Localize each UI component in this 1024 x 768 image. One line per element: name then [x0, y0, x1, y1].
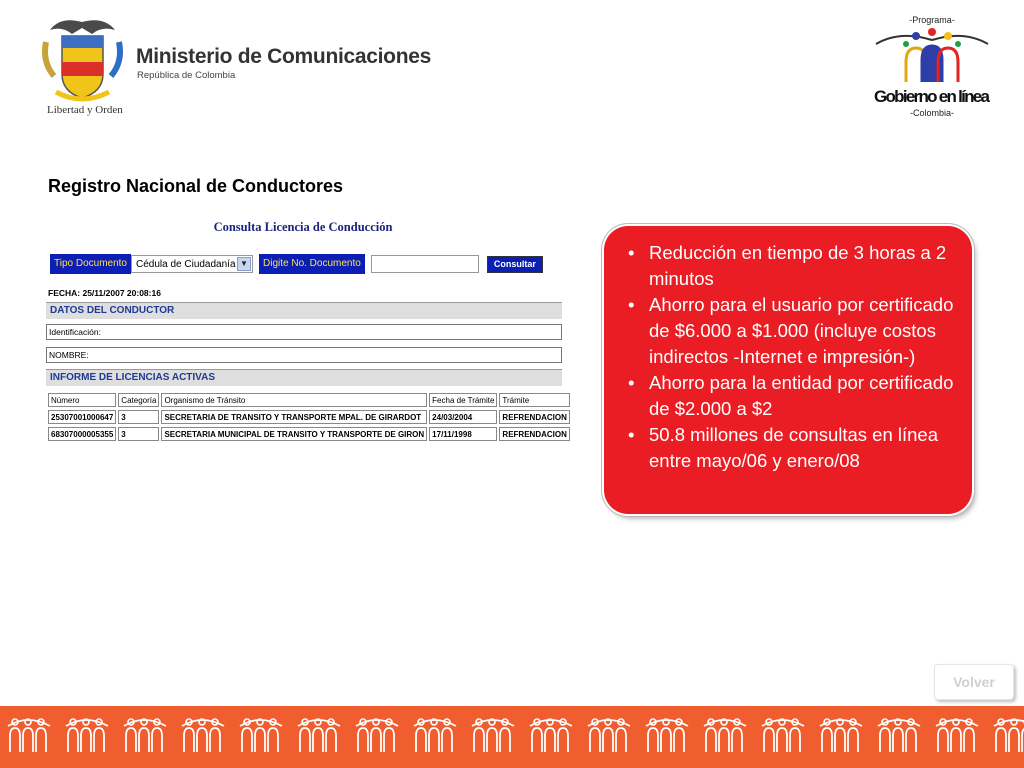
table-row: [48, 427, 570, 441]
benefit-item: [628, 422, 968, 474]
benefit-text: Ahorro para la entidad por certificado de $2.000 a $2: [649, 372, 954, 419]
volver-button[interactable]: Volver: [934, 664, 1014, 700]
benefits-list: [628, 240, 968, 474]
bullet-icon: •: [628, 424, 635, 445]
col-header: Número: [48, 393, 116, 407]
cell-numero: 25307001000647: [48, 410, 116, 424]
ministry-subtitle: República de Colombia: [137, 70, 236, 81]
benefit-text: Reducción en tiempo de 3 horas a 2 minutos: [649, 242, 947, 289]
bullet-icon: •: [628, 294, 635, 315]
cell-organismo: SECRETARIA MUNICIPAL DE TRANSITO Y TRANSPORTE DE GIRON: [161, 427, 427, 441]
table-row: [48, 410, 570, 424]
informe-licencias-header: INFORME DE LICENCIAS ACTIVAS: [46, 369, 562, 386]
people-pattern-icon: [0, 706, 1024, 768]
decorative-people-band: [0, 706, 1024, 768]
bullet-icon: •: [628, 242, 635, 263]
tipo-documento-select[interactable]: [131, 255, 253, 273]
chevron-down-icon[interactable]: ▼: [237, 257, 251, 271]
section-title: Registro Nacional de Conductores: [48, 176, 344, 196]
cell-fecha: 24/03/2004: [429, 410, 497, 424]
col-header: Categoría: [118, 393, 159, 407]
gel-bottom-text: -Colombia-: [909, 108, 955, 118]
licencias-table: [46, 390, 572, 444]
cell-organismo: SECRETARIA DE TRANSITO Y TRANSPORTE MPAL. DE GIRARDOT: [161, 410, 427, 424]
bullet-icon: •: [628, 372, 635, 393]
benefit-item: [628, 370, 968, 422]
tipo-documento-value: Cédula de Ciudadanía: [136, 258, 236, 270]
gobierno-en-linea-logo: [870, 10, 994, 122]
cell-categoria: 3: [118, 427, 159, 441]
license-query-screenshot: [44, 216, 567, 451]
ministry-title: Ministerio de Comunicaciones: [136, 45, 431, 68]
identificacion-row: Identificación:: [46, 324, 562, 340]
query-title: Consulta Licencia de Conducción: [213, 220, 393, 234]
query-form: [50, 253, 556, 275]
col-header: Trámite: [499, 393, 569, 407]
benefits-callout: [604, 226, 972, 514]
cell-categoria: 3: [118, 410, 159, 424]
col-header: Organismo de Tránsito: [161, 393, 427, 407]
consultar-button[interactable]: Consultar: [487, 256, 543, 273]
gel-main-text: Gobierno en línea: [874, 87, 990, 106]
col-header: Fecha de Trámite: [429, 393, 497, 407]
cell-tramite: REFRENDACION: [499, 410, 569, 424]
table-header-row: [48, 393, 570, 407]
digite-documento-label: Digite No. Documento: [259, 254, 365, 274]
cell-numero: 68307000005355: [48, 427, 116, 441]
benefit-item: [628, 292, 968, 370]
benefit-text: 50.8 millones de consultas en línea entre mayo/06 y enero/08: [649, 424, 938, 471]
benefit-item: [628, 240, 968, 292]
gel-top-text: -Programa-: [909, 15, 955, 25]
cell-tramite: REFRENDACION: [499, 427, 569, 441]
tipo-documento-label: Tipo Documento: [50, 254, 131, 274]
cell-fecha: 17/11/1998: [429, 427, 497, 441]
crest-motto: Libertad y Orden: [47, 104, 123, 116]
nombre-row: NOMBRE:: [46, 347, 562, 363]
documento-input[interactable]: [371, 255, 479, 273]
datos-conductor-header: DATOS DEL CONDUCTOR: [46, 302, 562, 319]
fecha-text: FECHA: 25/11/2007 20:08:16: [48, 288, 161, 298]
benefit-text: Ahorro para el usuario por certificado de $6.000 a $1.000 (incluye costos indirectos -Internet e impresión-): [649, 294, 954, 367]
